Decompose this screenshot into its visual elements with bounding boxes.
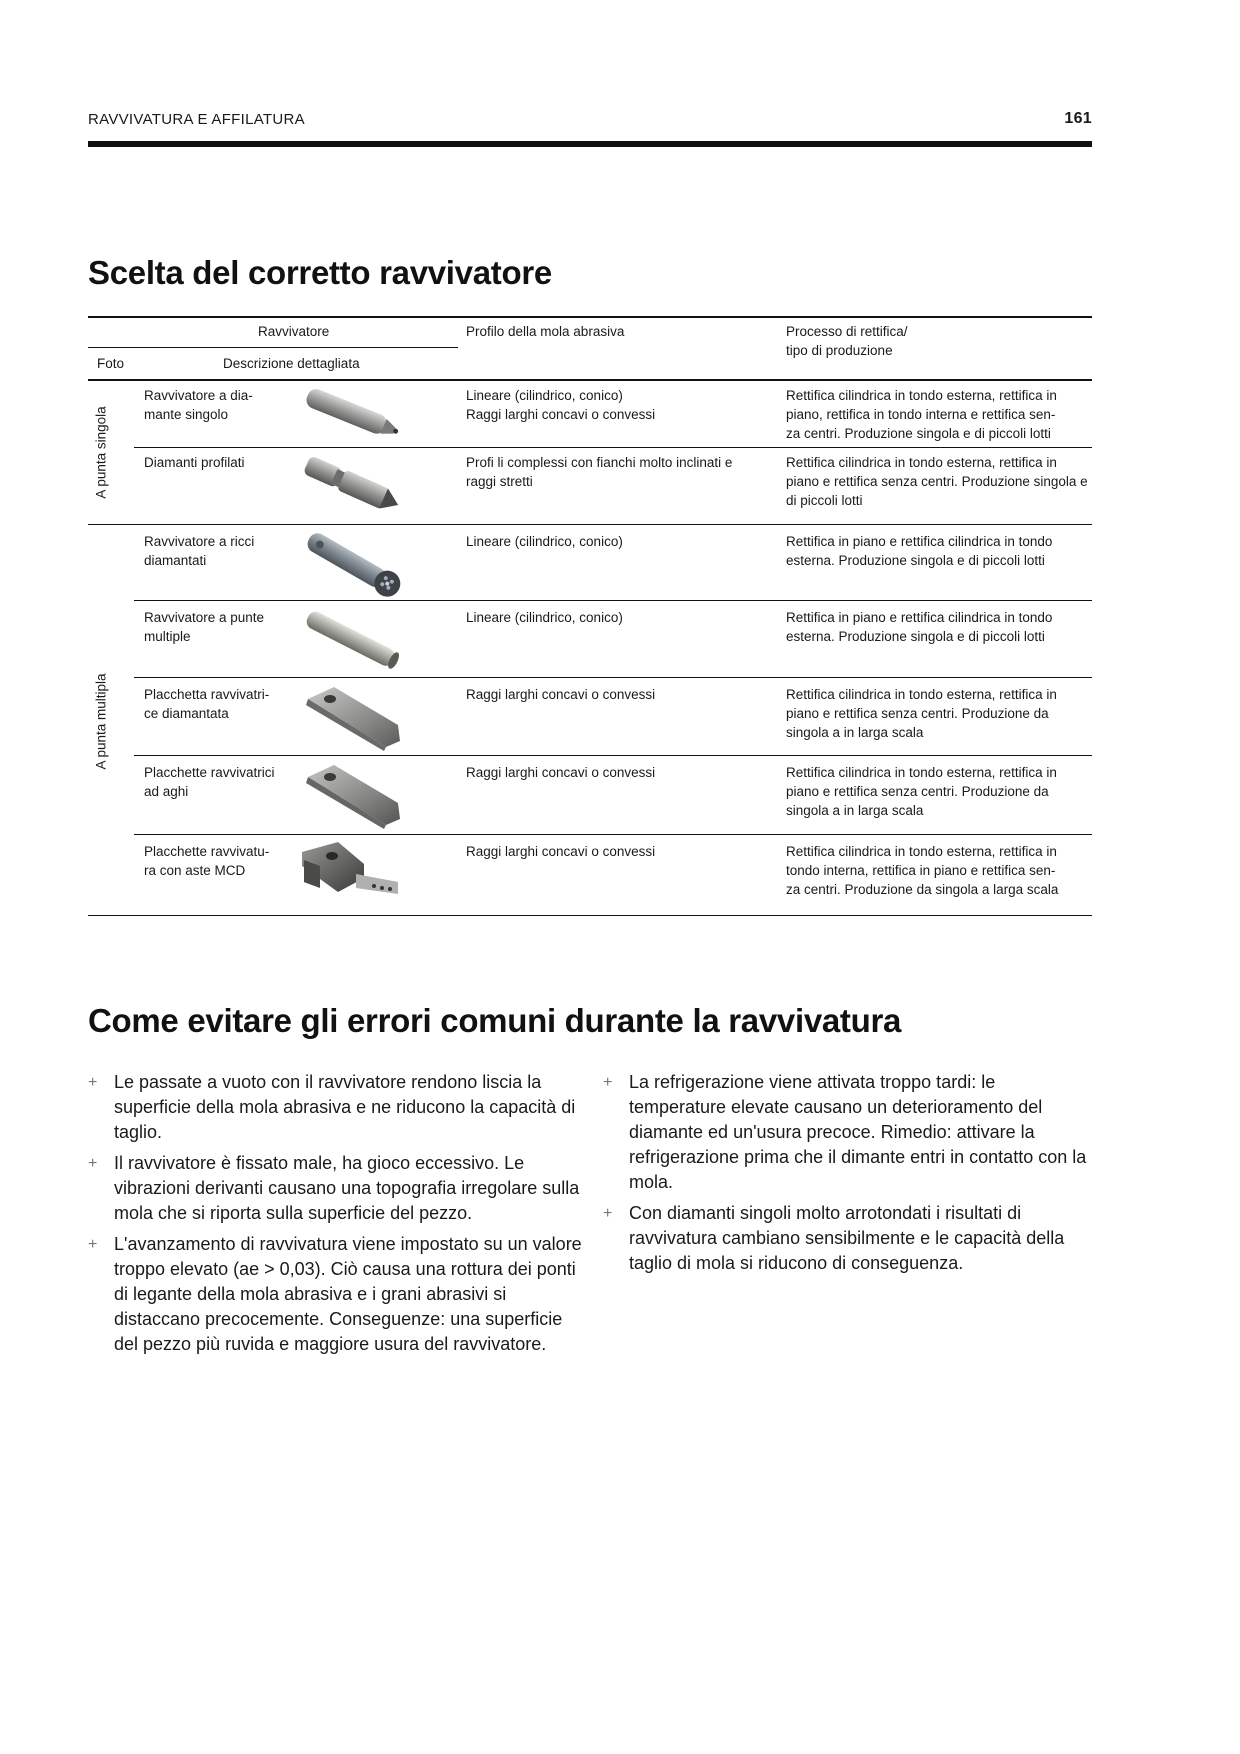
plus-icon: + <box>88 1155 98 1172</box>
header-descrizione: Descrizione dettagliata <box>223 356 360 371</box>
row-description: Ravvivatore a punte multiple <box>144 610 265 644</box>
list-item: + Il ravvivatore è fissato male, ha gioco eccessivo. Le vibrazioni derivanti causano una topografia irregolare sulla mola che si riporta sulla superficie del pezzo. <box>88 1153 580 1223</box>
row-profile: Lineare (cilindrico, conico) <box>466 610 623 625</box>
row-description: Placchette ravvivatrici ad aghi <box>144 765 275 799</box>
row-separator <box>134 447 1092 448</box>
row-profile: Raggi larghi concavi o convessi <box>466 687 656 702</box>
row-process: Rettifica in piano e rettifica cilindrica in tondo esterna. Produzione singola e di piccoli lotti <box>786 534 1053 568</box>
header-processo: Processo di rettifica/ tipo di produzione <box>786 324 908 358</box>
row-process: Rettifica in piano e rettifica cilindrica in tondo esterna. Produzione singola e di piccoli lotti <box>786 610 1053 644</box>
row-description: Ravvivatore a dia- mante singolo <box>144 388 253 422</box>
row-profile: Raggi larghi concavi o convessi <box>466 844 656 859</box>
row-description: Ravvivatore a ricci diamantati <box>144 534 255 568</box>
table-top-rule <box>88 316 1092 318</box>
row-separator <box>134 834 1092 835</box>
plus-icon: + <box>603 1205 613 1222</box>
single-diamond-dresser-icon <box>298 386 408 442</box>
profiled-diamond-icon <box>298 453 408 519</box>
list-item: + L'avanzamento di ravvivatura viene impostato su un valore troppo elevato (ae > 0,03). Ciò causa una rottura dei ponti di legante della mola abrasiva e i grani abrasivi si distaccano precocemente. Conseguenze: una superficie del pezzo più ruvida e maggiore usura del ravvivatore. <box>88 1234 582 1354</box>
diamond-blade-dresser-icon <box>298 685 408 751</box>
list-item: + Con diamanti singoli molto arrotondati i risultati di ravvivatura cambiano sensibilmente e le capacità della taglio di mola si riducono di conseguenza. <box>603 1203 1065 1273</box>
row-profile: Lineare (cilindrico, conico) Raggi larghi concavi o convessi <box>466 388 656 422</box>
row-description: Placchetta ravvivatri- ce diamantata <box>144 687 270 721</box>
mcd-rod-dresser-icon <box>298 842 408 908</box>
header-sub-rule <box>88 347 458 348</box>
row-separator <box>134 677 1092 678</box>
bullet-list-left <box>88 1070 588 1363</box>
table-bottom-rule <box>88 915 1092 916</box>
row-separator <box>134 755 1092 756</box>
bullet-list-right <box>603 1070 1093 1282</box>
section-label: RAVVIVATURA E AFFILATURA <box>88 111 305 128</box>
row-process: Rettifica cilindrica in tondo esterna, rettifica in piano, rettifica in tondo interna e rettifica sen- za centri. Produzione singola e di piccoli lotti <box>786 388 1057 441</box>
row-process: Rettifica cilindrica in tondo esterna, rettifica in piano e rettifica senza centri. Produzione da singola a in larga scala <box>786 765 1057 818</box>
section-title-common-errors: Come evitare gli errori comuni durante la ravvivatura <box>88 1002 902 1039</box>
row-process: Rettifica cilindrica in tondo esterna, rettifica in tondo interna, rettifica in piano e rettifica sen- za centri. Produzione da singola a larga scala <box>786 844 1059 897</box>
header-foto: Foto <box>97 356 125 371</box>
header-rule <box>88 141 1092 147</box>
list-item: + Le passate a vuoto con il ravvivatore rendono liscia la superficie della mola abrasiva e ne riducono la capacità di taglio. <box>88 1072 576 1142</box>
plus-icon: + <box>88 1074 98 1091</box>
row-description: Diamanti profilati <box>144 455 245 470</box>
needle-blade-dresser-icon <box>298 763 408 829</box>
group-separator <box>88 524 1092 525</box>
cluster-diamond-dresser-icon <box>298 532 408 598</box>
group-label-multi: A punta multipla <box>93 672 109 770</box>
list-item: + La refrigerazione viene attivata troppo tardi: le temperature elevate causano un deterioramento del diamante ed un'usura precoce. Rimedio: attivare la refrigerazione prima che il dimante entri in contatto con la mola. <box>603 1072 1087 1192</box>
section-title-dresser-choice: Scelta del corretto ravvivatore <box>88 254 552 291</box>
plus-icon: + <box>603 1074 613 1091</box>
header-bottom-rule <box>88 379 1092 381</box>
page-header <box>88 110 1092 128</box>
header-profilo: Profilo della mola abrasiva <box>466 324 625 339</box>
row-process: Rettifica cilindrica in tondo esterna, rettifica in piano e rettifica senza centri. Produzione da singola a in larga scala <box>786 687 1057 740</box>
row-profile: Lineare (cilindrico, conico) <box>466 534 623 549</box>
group-label-single: A punta singola <box>93 405 109 499</box>
row-description: Placchette ravvivatu- ra con aste MCD <box>144 844 270 878</box>
row-process: Rettifica cilindrica in tondo esterna, rettifica in piano e rettifica senza centri. Produzione singola e di piccoli lotti <box>786 455 1088 508</box>
page-number: 161 <box>1064 110 1092 127</box>
row-profile: Raggi larghi concavi o convessi <box>466 765 656 780</box>
multi-point-dresser-icon <box>298 608 408 674</box>
plus-icon: + <box>88 1236 98 1253</box>
header-ravvivatore: Ravvivatore <box>258 324 330 339</box>
row-separator <box>134 600 1092 601</box>
row-profile: Profi li complessi con fianchi molto inclinati e raggi stretti <box>466 455 733 489</box>
